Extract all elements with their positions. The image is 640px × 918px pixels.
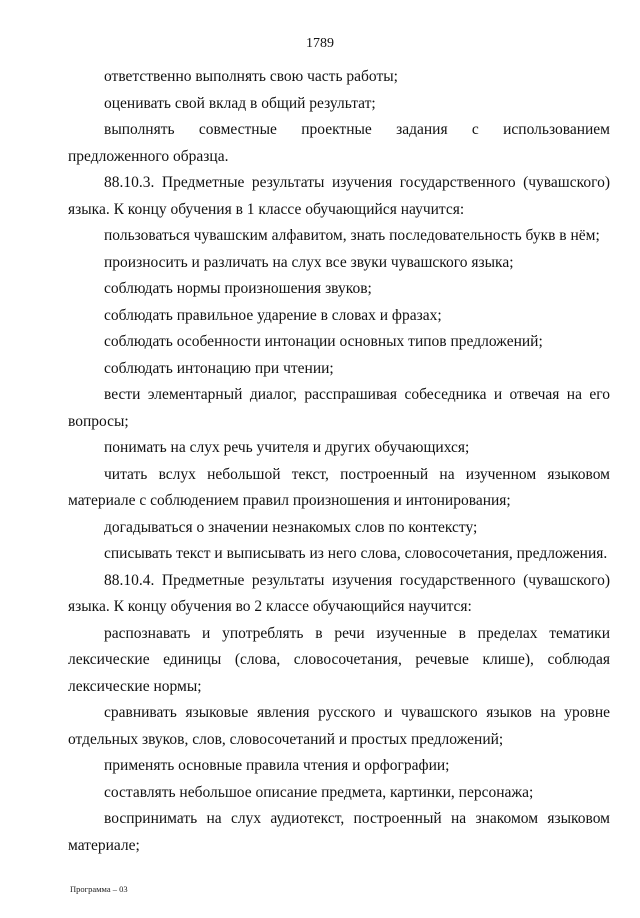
paragraph: соблюдать интонацию при чтении; <box>104 359 334 377</box>
paragraph: пользоваться чувашским алфавитом, знать последовательность букв в нём; <box>104 227 600 244</box>
paragraph: составлять небольшое описание предмета, картинки, персонажа; <box>104 783 534 801</box>
paragraph: читать вслух небольшой текст, построенный на изученном языковом материале с соблюдением правил произношения и интонирования; <box>68 465 610 509</box>
paragraph: соблюдать правильное ударение в словах и фразах; <box>104 306 442 324</box>
paragraph: соблюдать нормы произношения звуков; <box>104 280 372 297</box>
paragraph: применять основные правила чтения и орфографии; <box>104 757 450 774</box>
paragraph: воспринимать на слух аудиотекст, построенный на знакомом языковом материале; <box>68 810 610 854</box>
page-footer: Программа – 03 <box>70 884 128 894</box>
page-number: 1789 <box>306 36 334 51</box>
section-heading-paragraph: 88.10.3. Предметные результаты изучения государственного (чувашского) языка. К концу обучения в 1 классе обучающийся научится: <box>68 174 610 218</box>
section-heading-paragraph: 88.10.4. Предметные результаты изучения государственного (чувашского) языка. К концу обучения во 2 классе обучающийся научится: <box>68 571 610 615</box>
paragraph: списывать текст и выписывать из него слова, словосочетания, предложения. <box>104 545 608 562</box>
paragraph: вести элементарный диалог, расспрашивая собеседника и отвечая на его вопросы; <box>68 386 610 430</box>
paragraph: произносить и различать на слух все звуки чувашского языка; <box>104 253 514 271</box>
paragraph: оценивать свой вклад в общий результат; <box>104 94 376 112</box>
paragraph: соблюдать особенности интонации основных типов предложений; <box>104 333 543 350</box>
paragraph: понимать на слух речь учителя и других обучающихся; <box>104 439 470 456</box>
paragraph: выполнять совместные проектные задания с использованием предложенного образца. <box>68 121 610 165</box>
paragraph: догадываться о значении незнакомых слов по контексту; <box>104 518 478 536</box>
paragraph: распознавать и употреблять в речи изученные в пределах тематики лексические единицы (слова, словосочетания, речевые клише), соблюдая лексические нормы; <box>68 624 610 695</box>
paragraph: ответственно выполнять свою часть работы; <box>104 68 398 85</box>
document-body <box>68 64 610 859</box>
paragraph: сравнивать языковые явления русского и чувашского языков на уровне отдельных звуков, слов, словосочетаний и простых предложений; <box>68 704 610 748</box>
